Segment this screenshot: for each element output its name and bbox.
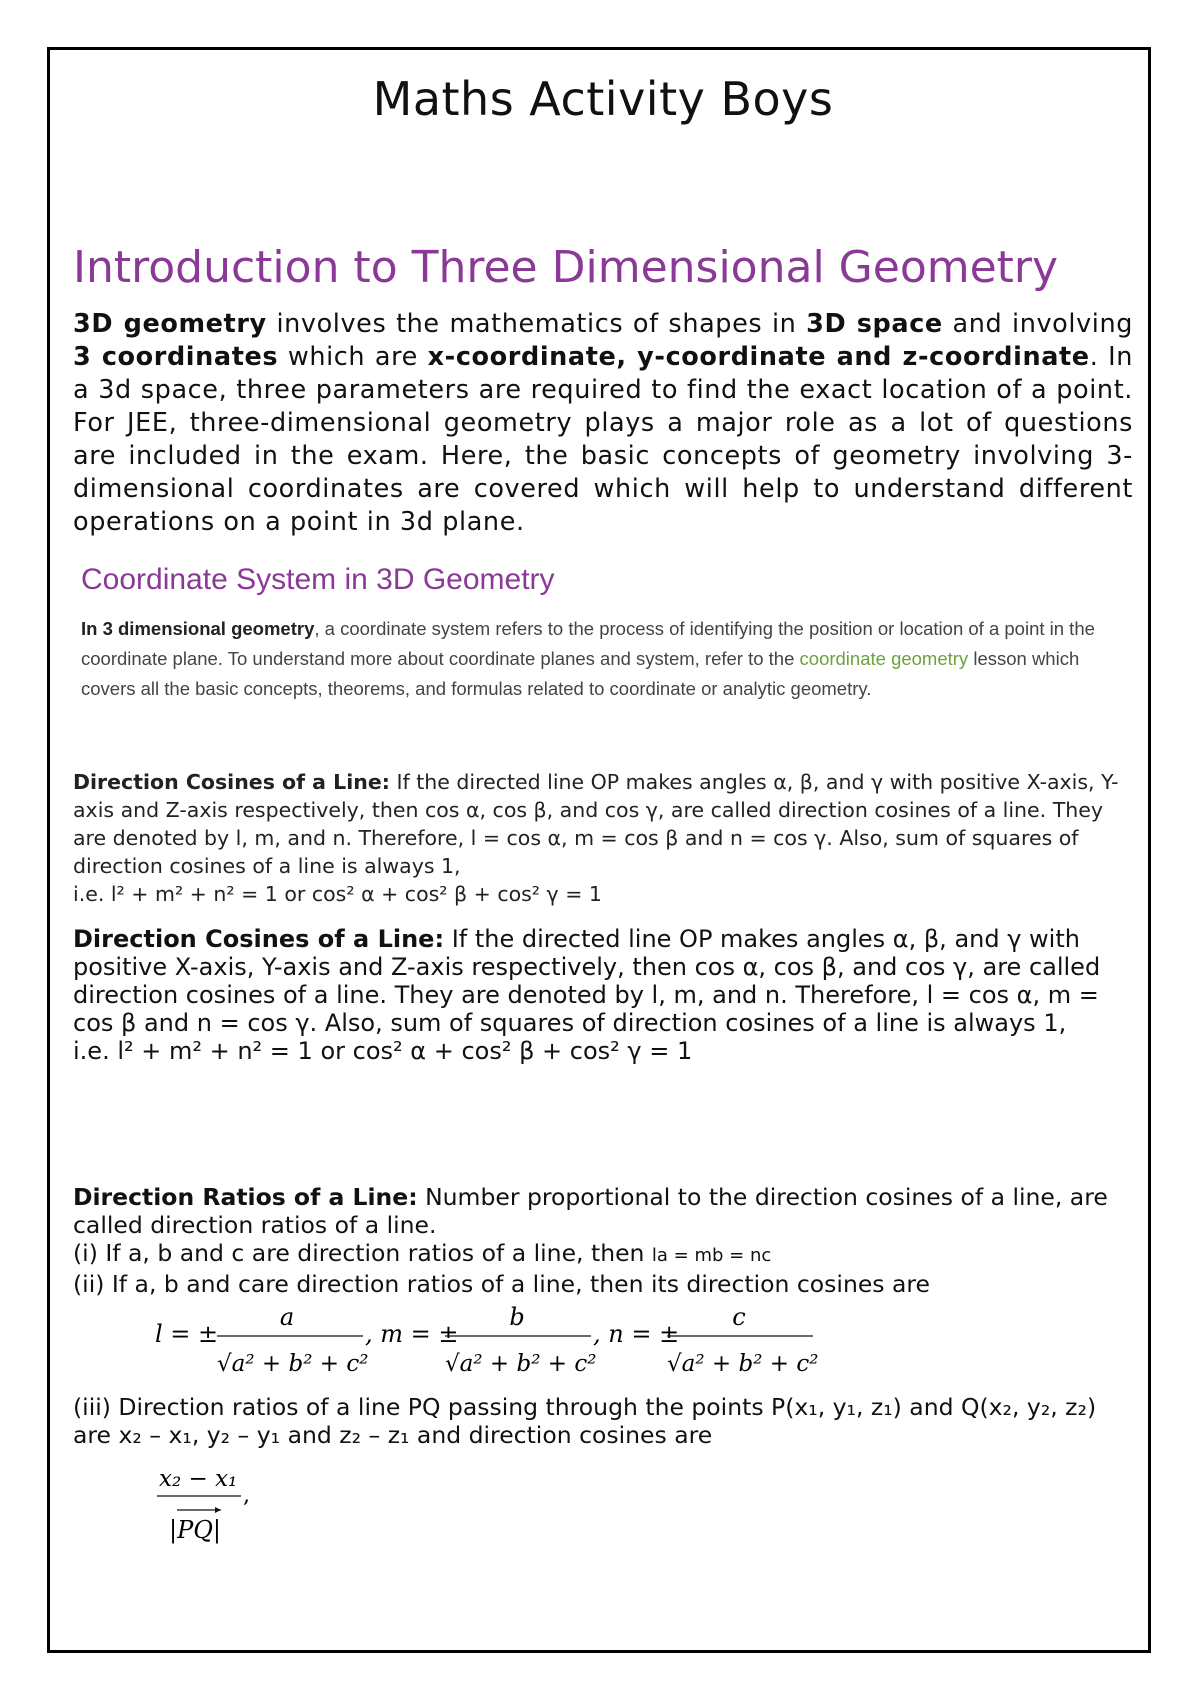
intro-bold-2: 3D space	[806, 309, 943, 339]
section-heading: Introduction to Three Dimensional Geometry	[73, 242, 1059, 293]
dr-item-1: (i) If a, b and c are direction ratios of a line, then	[73, 1239, 652, 1267]
formula-n-lhs: , n = ±	[593, 1320, 680, 1348]
dc1-text: If the directed line OP makes angles α, β, and γ with positive X-axis, Y-axis and Z-axis respectively, then cos α, cos β, and cos γ, are called direction cosines of a line. They are denoted by l, m, and n. Therefore, l = cos α, m = cos β and n = cos γ. Also, sum of squares of direction cosines of a line is always 1,	[73, 770, 1119, 878]
coordinate-geometry-link[interactable]: coordinate geometry	[799, 648, 969, 669]
dc2-text: If the directed line OP makes angles α, β, and γ with positive X-axis, Y-axis and Z-axis respectively, then cos α, cos β, and cos γ, are called direction cosines of a line. They are denoted by l, m, and n. Therefore, l = cos α, m = cos β and n = cos γ. Also, sum of squares of direction cosines of a line is always 1,	[73, 925, 1101, 1037]
document-title: Maths Activity Boys	[372, 72, 834, 126]
intro-paragraph	[73, 308, 1133, 539]
formula-denominator-b: √a² + b² + c²	[445, 1351, 597, 1377]
dc2-label: Direction Cosines of a Line:	[73, 925, 445, 953]
direction-ratios-paragraph	[73, 1183, 1133, 1298]
intro-text-2: and involving	[942, 309, 1133, 339]
direction-cosines-formula	[155, 1303, 855, 1383]
formula-c-numerator: c	[732, 1303, 746, 1331]
formula-a-numerator: a	[279, 1303, 295, 1331]
formula-m-lhs: , m = ±	[365, 1320, 459, 1348]
vector-arrow-icon	[215, 1507, 221, 1513]
intro-text-4: . In a 3d space, three parameters are required to find the exact location of a point. For JEE, three-dimensional geometry plays a major role as a lot of questions are included in the exam. Here, the basic concepts of geometry involving 3-dimensional coordinates are covered which will help to understand different operations on a point in 3d plane.	[73, 342, 1133, 537]
intro-text-1: involves the mathematics of shapes in	[266, 309, 807, 339]
dr-item-1-equation: la = mb = nc	[651, 1245, 772, 1266]
intro-text-3: which are	[278, 342, 428, 372]
dc1-equation: i.e. l² + m² + n² = 1 or cos² α + cos² β + cos² γ = 1	[73, 882, 602, 906]
dr-text: Number proportional to the direction cosines of a line, are called direction ratios of a line.	[73, 1183, 1108, 1239]
intro-bold-3: 3 coordinates	[73, 342, 279, 372]
pq-direction-cosine-formula	[155, 1460, 295, 1550]
pq-comma: ,	[243, 1483, 250, 1508]
dc2-equation: i.e. l² + m² + n² = 1 or cos² α + cos² β + cos² γ = 1	[73, 1037, 693, 1065]
dr-label: Direction Ratios of a Line:	[73, 1183, 418, 1211]
coord-text-1: , a coordinate system refers to the process of identifying the position or location of a point in the coordinate plane. To understand more about coordinate planes and system, refer to the	[81, 618, 1095, 669]
direction-ratios-item-3: (iii) Direction ratios of a line PQ passing through the points P(x₁, y₁, z₁) and Q(x₂, y₂, z₂) are x₂ – x₁, y₂ – y₁ and z₂ – z₁ and direction cosines are	[73, 1393, 1097, 1449]
dc1-label: Direction Cosines of a Line:	[73, 770, 390, 794]
formula-denominator-a: √a² + b² + c²	[217, 1351, 369, 1377]
coordinate-system-paragraph	[81, 614, 1121, 704]
formula-b-numerator: b	[509, 1303, 525, 1331]
intro-bold-1: 3D geometry	[73, 309, 267, 339]
pq-numerator: x₂ − x₁	[159, 1466, 238, 1492]
pq-denominator: |PQ|	[169, 1516, 221, 1544]
coord-text-2: lesson which covers all the basic concepts, theorems, and formulas related to coordinate or analytic geometry.	[81, 648, 1080, 699]
intro-bold-4: x-coordinate, y-coordinate and z-coordinate	[427, 342, 1090, 372]
coord-bold: In 3 dimensional geometry	[81, 618, 315, 639]
direction-cosines-paragraph-1	[73, 768, 1133, 908]
dr-item-2: (ii) If a, b and care direction ratios of a line, then its direction cosines are	[73, 1270, 931, 1298]
formula-l-lhs: l = ±	[155, 1320, 219, 1348]
direction-cosines-paragraph-2	[73, 925, 1133, 1065]
formula-denominator-c: √a² + b² + c²	[667, 1351, 819, 1377]
coordinate-system-heading: Coordinate System in 3D Geometry	[81, 563, 555, 596]
